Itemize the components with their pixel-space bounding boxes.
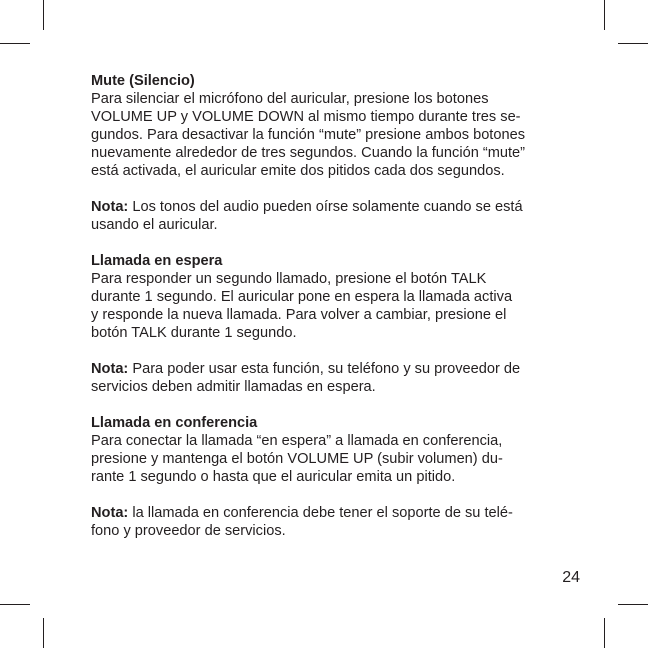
note-line (91, 504, 561, 522)
section-heading-call-waiting: Llamada en espera (91, 253, 223, 269)
section-heading-mute: Mute (Silencio) (91, 73, 195, 89)
note-label: Nota: (91, 505, 129, 521)
paragraph-line: botón TALK durante 1 segundo. (91, 325, 297, 341)
paragraph-line: está activada, el auricular emite dos pitidos cada dos segundos. (91, 163, 505, 179)
note-line: usando el auricular. (91, 217, 218, 233)
crop-mark-bottom-left-horizontal (0, 604, 30, 605)
paragraph-line: VOLUME UP y VOLUME DOWN al mismo tiempo durante tres se- (91, 109, 521, 125)
paragraph-line: durante 1 segundo. El auricular pone en espera la llamada activa (91, 289, 513, 305)
crop-mark-bottom-right-vertical (604, 618, 605, 648)
crop-mark-top-left-vertical (43, 0, 44, 30)
note-text: Los tonos del audio pueden oírse solamente cuando se está (128, 199, 523, 215)
note-label: Nota: (91, 361, 129, 377)
crop-mark-top-left-horizontal (0, 43, 30, 44)
paragraph-line: Para responder un segundo llamado, presione el botón TALK (91, 271, 487, 287)
paragraph-gap (91, 396, 561, 414)
crop-mark-bottom-left-vertical (43, 618, 44, 648)
paragraph-line: Para conectar la llamada “en espera” a llamada en conferencia, (91, 433, 503, 449)
note-line (91, 198, 561, 216)
section-heading-conference-call: Llamada en conferencia (91, 415, 258, 431)
page-number: 24 (562, 569, 580, 586)
note-text: la llamada en conferencia debe tener el soporte de su telé- (128, 505, 513, 521)
paragraph-gap (91, 486, 561, 504)
paragraph-line: rante 1 segundo o hasta que el auricular emita un pitido. (91, 469, 456, 485)
crop-mark-bottom-right-horizontal (618, 604, 648, 605)
paragraph-line: Para silenciar el micrófono del auricular, presione los botones (91, 91, 489, 107)
crop-mark-top-right-horizontal (618, 43, 648, 44)
note-text: Para poder usar esta función, su teléfono y su proveedor de (128, 361, 521, 377)
paragraph-line: y responde la nueva llamada. Para volver a cambiar, presione el (91, 307, 507, 323)
note-line (91, 360, 561, 378)
note-line: fono y proveedor de servicios. (91, 523, 286, 539)
paragraph-line: gundos. Para desactivar la función “mute” presione ambos botones (91, 127, 526, 143)
page-body (91, 72, 561, 540)
note-label: Nota: (91, 199, 129, 215)
paragraph-line: presione y mantenga el botón VOLUME UP (subir volumen) du- (91, 451, 503, 467)
paragraph-gap (91, 342, 561, 360)
paragraph-gap (91, 180, 561, 198)
note-line: servicios deben admitir llamadas en espera. (91, 379, 376, 395)
paragraph-gap (91, 234, 561, 252)
crop-mark-top-right-vertical (604, 0, 605, 30)
paragraph-line: nuevamente alrededor de tres segundos. Cuando la función “mute” (91, 145, 526, 161)
